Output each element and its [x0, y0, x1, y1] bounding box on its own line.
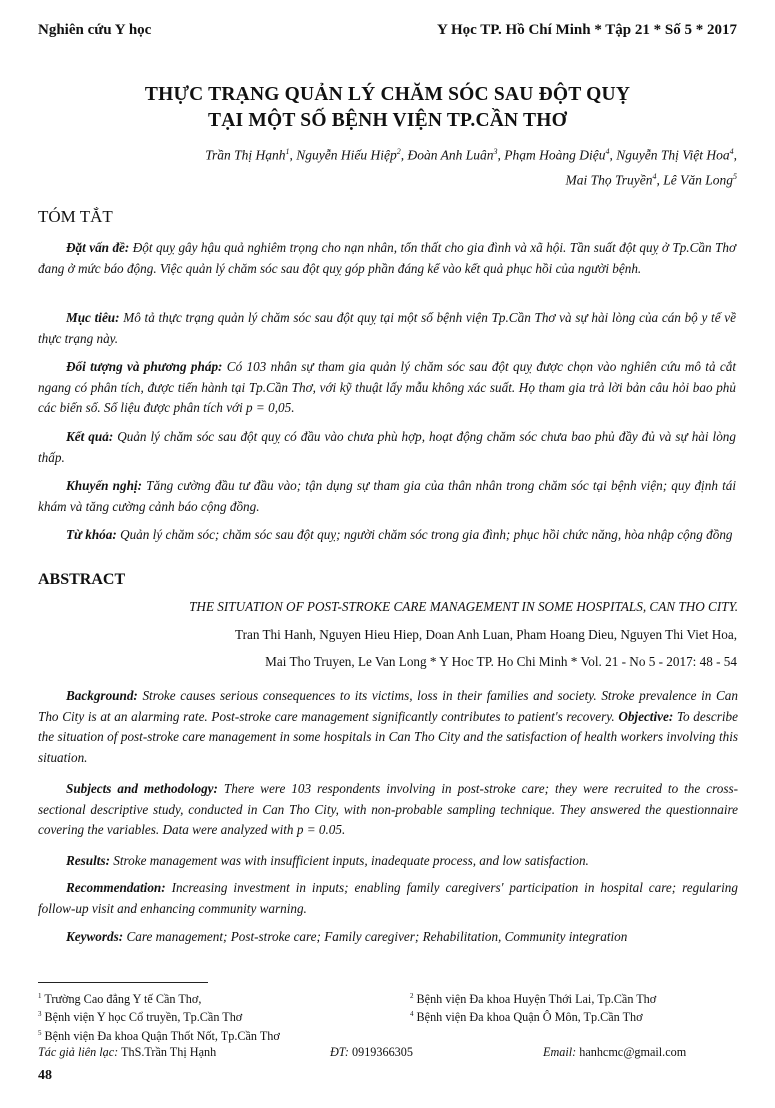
section-text: Mô tả thực trạng quản lý chăm sóc sau đột quỵ tại một số bệnh viện Tp.Cần Thơ và sự hài lòng của cán bộ y tế về thực trạng này. — [38, 310, 736, 346]
section-label: Kết quả: — [66, 429, 114, 444]
section-text: To describe the situation of post-stroke care management in some hospitals in Can Tho City and the satisfaction of health workers involving this situation. — [38, 708, 738, 765]
section-label: Keywords: — [66, 929, 124, 944]
section-label: Recommendation: — [66, 880, 166, 895]
abstract-results — [38, 851, 738, 872]
author-name: Trần Thị Hạnh — [205, 147, 286, 163]
footnote-2: $^2$ Bệnh viện Đa khoa Huyện Thới Lai, Tp.Cần Thơ — [410, 992, 657, 1007]
author-name: Phạm Hoàng Diệu — [504, 147, 606, 163]
author-name: Mai Thọ Truyền — [565, 172, 653, 188]
section-text: Care management; Post-stroke care; Family caregiver; Rehabilitation, Community integration — [123, 929, 628, 944]
section-label: Đặt vấn đề: — [66, 240, 130, 255]
section-label: Background: — [66, 688, 138, 703]
article-title-line1: THỰC TRẠNG QUẢN LÝ CHĂM SÓC SAU ĐỘT QUỴ — [144, 84, 631, 105]
section-label: Results: — [66, 853, 110, 868]
abstract-keywords — [38, 927, 738, 948]
section-label: Objective: — [618, 708, 674, 724]
author-affiliation: 3 — [493, 147, 498, 156]
abstract-title: THE SITUATION OF POST-STROKE CARE MANAGEMENT IN SOME HOSPITALS, CAN THO CITY. — [189, 599, 738, 614]
article-title-line2: TẠI MỘT SỐ BỆNH VIỆN TP.CẦN THƠ — [208, 110, 567, 131]
authors-line2: Mai Thọ Truyền$^4$, Lê Văn Long$^5$ — [565, 172, 737, 188]
contact-phone: ĐT: 0919366305 — [330, 1045, 413, 1059]
tomtat-methods — [38, 357, 736, 419]
author-affiliation: 4 — [652, 172, 657, 181]
abstract-methods — [38, 779, 738, 841]
page-number: 48 — [38, 1068, 52, 1083]
abstract-heading: ABSTRACT — [38, 571, 126, 588]
author-affiliation: 1 — [285, 147, 290, 156]
contact-email: Email: hanhcmc@gmail.com — [543, 1045, 687, 1059]
abstract-recommendation — [38, 878, 738, 919]
abstract-background — [38, 686, 738, 768]
author-name: Nguyễn Thị Việt Hoa — [616, 147, 730, 163]
abstract-authors-line1: Tran Thi Hanh, Nguyen Hieu Hiep, Doan Anh Luan, Pham Hoang Dieu, Nguyen Thi Viet Hoa, — [235, 627, 737, 642]
section-text: Stroke management was with insufficient inputs, inadequate process, and low satisfaction. — [109, 853, 589, 868]
section-text: Quản lý chăm sóc; chăm sóc sau đột quỵ; người chăm sóc trong gia đình; phục hồi chức năng, hòa nhập cộng đồng — [116, 527, 733, 542]
section-text: Đột quỵ gây hậu quả nghiêm trọng cho nạn nhân, tổn thất cho gia đình và xã hội. Tần suất đột quỵ ở Tp.Cần Thơ đang ở mức báo động. Việc quản lý chăm sóc sau đột quỵ góp phần đáng kể vào kết quả phục hồi của người bệnh. — [38, 240, 736, 276]
section-text: Có 103 nhân sự tham gia quản lý chăm sóc sau đột quỵ được chọn vào nghiên cứu mô tả cắt ngang có phân tích, được tiến hành tại Tp.Cần Thơ, với kỹ thuật lấy mẫu không xác suất. Họ tham gia trả lời bản câu hỏi bao phủ các biến số. Số liệu được phân tích với p = 0,05. — [38, 359, 737, 415]
footnote-rule — [38, 982, 208, 983]
section-text: Increasing investment in inputs; enabling family caregivers' participation in hospital care; regularing follow-up visit and enhancing community warning. — [38, 880, 738, 916]
tomtat-objective — [38, 308, 736, 349]
section-label: Subjects and methodology: — [66, 781, 218, 796]
author-affiliation: 4 — [729, 147, 734, 156]
author-affiliation: 5 — [733, 172, 737, 181]
author-name: Lê Văn Long — [663, 172, 733, 188]
section-text: There were 103 respondents involving in post-stroke care; they were recruited to the cross-sectional descriptive study, conducted in Can Tho City, with non-probable sampling technique. They answered the questionnaire covering the variables. Data were analyzed with p = 0.05. — [38, 781, 738, 837]
section-label: Đối tượng và phương pháp: — [66, 359, 223, 374]
authors-line1: Trần Thị Hạnh$^1$, Nguyễn Hiếu Hiệp$^2$, Đoàn Anh Luân$^3$, Phạm Hoàng Diệu$^4$, Nguyễn Thị Việt Hoa$^4$, — [205, 147, 737, 163]
tomtat-results — [38, 427, 736, 468]
footnote-3: $^3$ Bệnh viện Y học Cổ truyền, Tp.Cần Thơ — [38, 1010, 243, 1025]
tomtat-heading: TÓM TẮT — [38, 207, 113, 226]
corresponding-author: Tác giả liên lạc: ThS.Trần Thị Hạnh — [38, 1045, 217, 1059]
abstract-citation-line: Mai Tho Truyen, Le Van Long * Y Hoc TP. Ho Chi Minh * Vol. 21 - No 5 - 2017: 48 - 54 — [265, 654, 737, 669]
tomtat-keywords — [38, 525, 736, 546]
section-label: Từ khóa: — [66, 527, 117, 542]
author-affiliation: 4 — [605, 147, 610, 156]
running-header-left: Nghiên cứu Y học — [38, 22, 152, 38]
author-name: Đoàn Anh Luân — [407, 147, 494, 163]
tomtat-background — [38, 238, 736, 279]
footnote-4: $^4$ Bệnh viện Đa khoa Quận Ô Môn, Tp.Cần Thơ — [410, 1010, 643, 1025]
footnote-5: $^5$ Bệnh viện Đa khoa Quận Thốt Nốt, Tp.Cần Thơ — [38, 1029, 280, 1044]
author-name: Nguyễn Hiếu Hiệp — [296, 147, 397, 163]
running-header-right: Y Học TP. Hồ Chí Minh * Tập 21 * Số 5 * 2017 — [436, 22, 737, 38]
section-text: Quản lý chăm sóc sau đột quỵ có đầu vào chưa phù hợp, hoạt động chăm sóc chưa bao phủ đầy đủ và sự hài lòng thấp. — [38, 429, 736, 465]
section-text: Tăng cường đầu tư đầu vào; tận dụng sự tham gia của thân nhân trong chăm sóc tại bệnh viện; quy định tái khám và tăng cường cảnh báo cộng đồng. — [38, 478, 736, 514]
section-label: Mục tiêu: — [66, 310, 120, 325]
footnote-1: $^1$ Trường Cao đẳng Y tế Cần Thơ, — [38, 992, 202, 1007]
author-affiliation: 2 — [396, 147, 401, 156]
section-label: Khuyến nghị: — [66, 478, 142, 493]
section-text: Stroke causes serious consequences to its victims, loss in their families and society. Stroke prevalence in Can Tho City is at an alarming rate. Post-stroke care management significantly contributes to patient's recovery. — [38, 688, 738, 724]
tomtat-recommendation — [38, 476, 736, 517]
